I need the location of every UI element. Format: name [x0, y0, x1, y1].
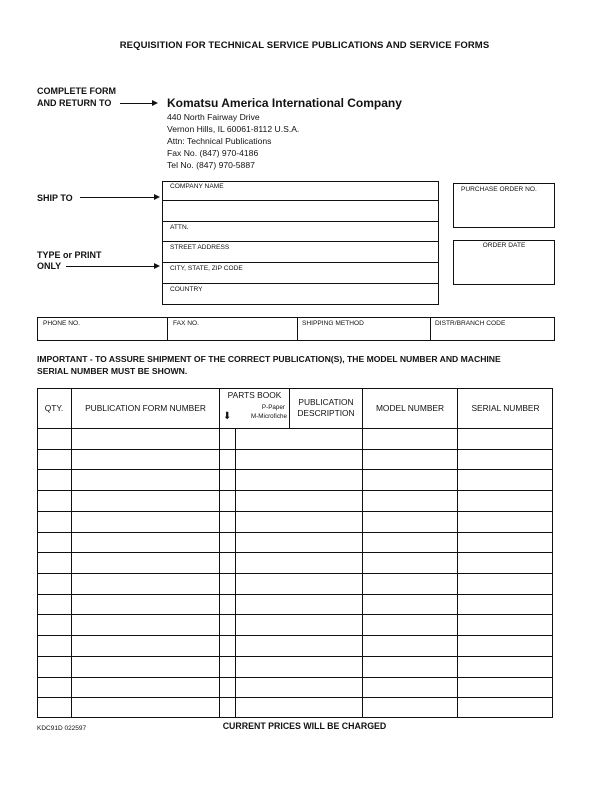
return-arrow-icon [120, 103, 153, 104]
table-row[interactable] [37, 574, 553, 594]
return-to-label: AND RETURN TO [37, 98, 112, 108]
table-row[interactable] [37, 512, 553, 532]
country-field[interactable]: COUNTRY [170, 286, 203, 293]
table-row[interactable] [37, 657, 553, 677]
city-state-zip-field[interactable]: CITY, STATE, ZIP CODE [170, 265, 243, 272]
parts-paper-label: P-Paper [261, 404, 285, 411]
type-arrow-head-icon [154, 263, 160, 269]
company-name-field[interactable]: COMPANY NAME [170, 183, 224, 190]
attn-field[interactable]: ATTN. [170, 224, 189, 231]
phone-field[interactable]: PHONE NO. [43, 320, 81, 327]
col-model-number: MODEL NUMBER [375, 403, 445, 413]
ship-arrow-icon [80, 197, 155, 198]
col-description [290, 388, 362, 428]
purchase-order-label: PURCHASE ORDER NO. [461, 186, 537, 193]
table-row[interactable] [37, 553, 553, 573]
col-form-number: PUBLICATION FORM NUMBER [85, 403, 206, 413]
important-notice [37, 353, 577, 377]
branch-code-field[interactable]: DISTR/BRANCH CODE [435, 320, 506, 327]
prices-notice: CURRENT PRICES WILL BE CHARGED [222, 721, 387, 731]
shipping-method-field[interactable]: SHIPPING METHOD [302, 320, 364, 327]
table-row[interactable] [37, 698, 553, 718]
table-row[interactable] [37, 615, 553, 635]
col-parts-book: PARTS BOOK [227, 390, 282, 400]
table-row[interactable] [37, 429, 553, 449]
order-date-label: ORDER DATE [482, 242, 526, 249]
address-line: Tel No. (847) 970-5887 [167, 160, 255, 170]
table-row[interactable] [37, 470, 553, 490]
col-description-line-1: PUBLICATION [298, 397, 354, 407]
fax-field[interactable]: FAX NO. [173, 320, 200, 327]
type-arrow-icon [66, 266, 155, 267]
street-address-field[interactable]: STREET ADDRESS [170, 244, 230, 251]
type-print-only-label: ONLY [37, 261, 62, 271]
form-title: REQUISITION FOR TECHNICAL SERVICE PUBLICATIONS AND SERVICE FORMS [119, 40, 490, 51]
ship-arrow-head-icon [154, 194, 160, 200]
down-arrow-icon: ⬇ [223, 411, 232, 422]
parts-microfiche-label: M-Microfiche [250, 413, 287, 420]
complete-form-label: COMPLETE FORM [37, 86, 116, 96]
table-row[interactable] [37, 595, 553, 615]
table-row[interactable] [37, 533, 553, 553]
col-serial-number: SERIAL NUMBER [471, 403, 540, 413]
important-line-2: SERIAL NUMBER MUST BE SHOWN. [37, 366, 188, 376]
address-line: Fax No. (847) 970-4186 [167, 148, 259, 158]
col-qty: QTY. [44, 403, 64, 413]
table-row[interactable] [37, 450, 553, 470]
return-arrow-head-icon [152, 100, 158, 106]
table-row[interactable] [37, 491, 553, 511]
form-code: KDC91D 022597 [37, 725, 87, 732]
company-name: Komatsu America International Company [167, 96, 402, 110]
table-row[interactable] [37, 636, 553, 656]
address-line: Attn: Technical Publications [167, 136, 272, 146]
col-description-line-2: DESCRIPTION [297, 408, 355, 418]
ship-to-label: SHIP TO [37, 193, 73, 203]
address-line: 440 North Fairway Drive [167, 112, 260, 122]
important-line-1: IMPORTANT - TO ASSURE SHIPMENT OF THE CORRECT PUBLICATION(S), THE MODEL NUMBER AND MACHINE [37, 354, 501, 364]
type-print-label: TYPE or PRINT [37, 250, 102, 260]
table-row[interactable] [37, 678, 553, 698]
address-line: Vernon Hills, IL 60061-8112 U.S.A. [167, 124, 300, 134]
